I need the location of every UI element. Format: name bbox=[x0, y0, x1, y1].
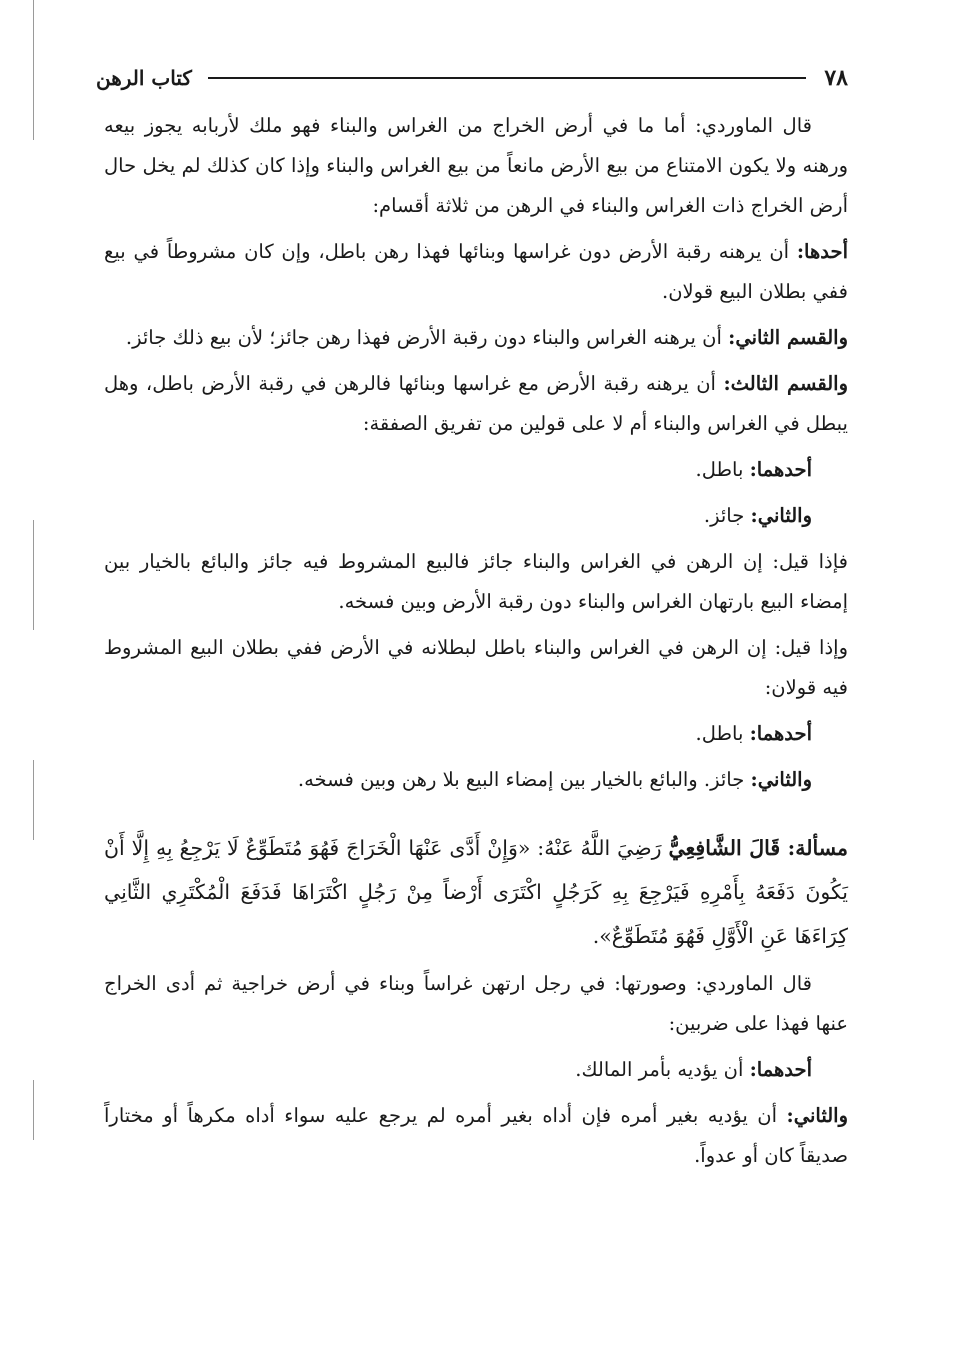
masala-paragraph bbox=[104, 826, 848, 958]
paragraph-label: أحدها: bbox=[796, 240, 848, 263]
masala-quote: رَضِيَ اللَّهُ عَنْهُ: «وَإِنْ أَدَّى عَنْهَا الْخَرَاجَ فَهُوَ مُتَطَوِّعٌ لَا يَرْجِعُ بِهِ إِلَّا أَنْ يَكُونَ دَفَعَهُ بِأَمْرِهِ فَيَرْجِعَ بِهِ كَرَجُلٍ اكْتَرَى أَرْضاً مِنْ رَجُلٍ اكْتَرَاهَا فَدَفَعَ الْمُكْتَرِي الثَّانِي كِرَاءَهَا عَنِ الْأَوَّلِ فَهُوَ مُتَطَوِّعٌ». bbox=[104, 836, 848, 948]
page-body bbox=[104, 106, 848, 1176]
paragraph: والقسم الثالث: أن يرهنه رقبة الأرض مع غراسها وبنائها فالرهن في رقبة الأرض باطل، وهل يبطل في الغراس والبناء أم لا على قولين من تفريق الصفقة: bbox=[104, 372, 848, 435]
paragraph-label: أحدهما: bbox=[749, 722, 812, 745]
paragraph: والثاني: أن يؤديه بغير أمره فإن أداه بغير أمره لم يرجع عليه سواء أداه مكرهاً أو مختاراً صديقاً كان أو عدواً. bbox=[104, 1104, 848, 1167]
paragraph-label: والثاني: bbox=[786, 1104, 848, 1127]
paragraph-label: والثاني: bbox=[750, 504, 812, 527]
paragraph: أحدهما: باطل. bbox=[695, 722, 812, 745]
paragraph: والثاني: جائز. والبائع بالخيار بين إمضاء البيع بلا رهن وبين فسخه. bbox=[297, 768, 812, 791]
paragraph-label: والثاني: bbox=[750, 768, 812, 791]
paragraph: والقسم الثاني: أن يرهنه الغراس والبناء دون رقبة الأرض فهذا رهن جائز؛ لأن بيع ذلك جائز. bbox=[125, 326, 848, 349]
scan-edge-line bbox=[33, 520, 34, 630]
masala-label: مسألة: قَالَ الشَّافِعِيُّ bbox=[668, 836, 848, 860]
paragraph-label: أحدهما: bbox=[749, 458, 812, 481]
scan-edge-line bbox=[33, 0, 34, 140]
paragraph: قال الماوردي: وصورتها: في رجل ارتهن غراساً وبناء في أرض خراجية ثم أدى الخراج عنها فهذا على ضربين: bbox=[104, 972, 848, 1035]
scan-edge-line bbox=[33, 760, 34, 840]
paragraph: وإذا قيل: إن الرهن في الغراس والبناء باطل لبطلانه في الأرض ففي بطلان البيع المشروط فيه قولان: bbox=[104, 636, 848, 699]
paragraph: أحدها: أن يرهنه رقبة الأرض دون غراسها وبنائها فهذا رهن باطل، وإن كان مشروطاً في بيع ففي بطلان البيع قولان. bbox=[104, 240, 848, 303]
paragraph-label: أحدهما: bbox=[749, 1058, 812, 1081]
paragraph: فإذا قيل: إن الرهن في الغراس والبناء جائز فالبيع المشروط فيه جائز والبائع بالخيار بين إمضاء البيع بارتهان الغراس والبناء دون رقبة الأرض وبين فسخه. bbox=[104, 550, 848, 613]
book-title: كتاب الرهن bbox=[96, 66, 192, 90]
paragraph-label: والقسم الثالث: bbox=[723, 372, 848, 395]
paragraph: أحدهما: أن يؤديه بأمر المالك. bbox=[575, 1058, 812, 1081]
page-number: ٧٨ bbox=[824, 65, 848, 91]
paragraph-label: والقسم الثاني: bbox=[728, 326, 848, 349]
header-rule bbox=[208, 77, 806, 79]
paragraph: والثاني: جائز. bbox=[703, 504, 812, 527]
page-header bbox=[96, 58, 848, 98]
paragraph: أحدهما: باطل. bbox=[695, 458, 812, 481]
paragraph: قال الماوردي: أما ما في أرض الخراج من الغراس والبناء فهو ملك لأربابه يجوز بيعه ورهنه ولا يكون الامتناع من بيع الأرض مانعاً من بيع الغراس والبناء وإذا كان كذلك لم يخل حال أرض الخراج ذات الغراس والبناء في الرهن من ثلاثة أقسام: bbox=[104, 114, 848, 217]
scan-edge-line bbox=[33, 1080, 34, 1140]
